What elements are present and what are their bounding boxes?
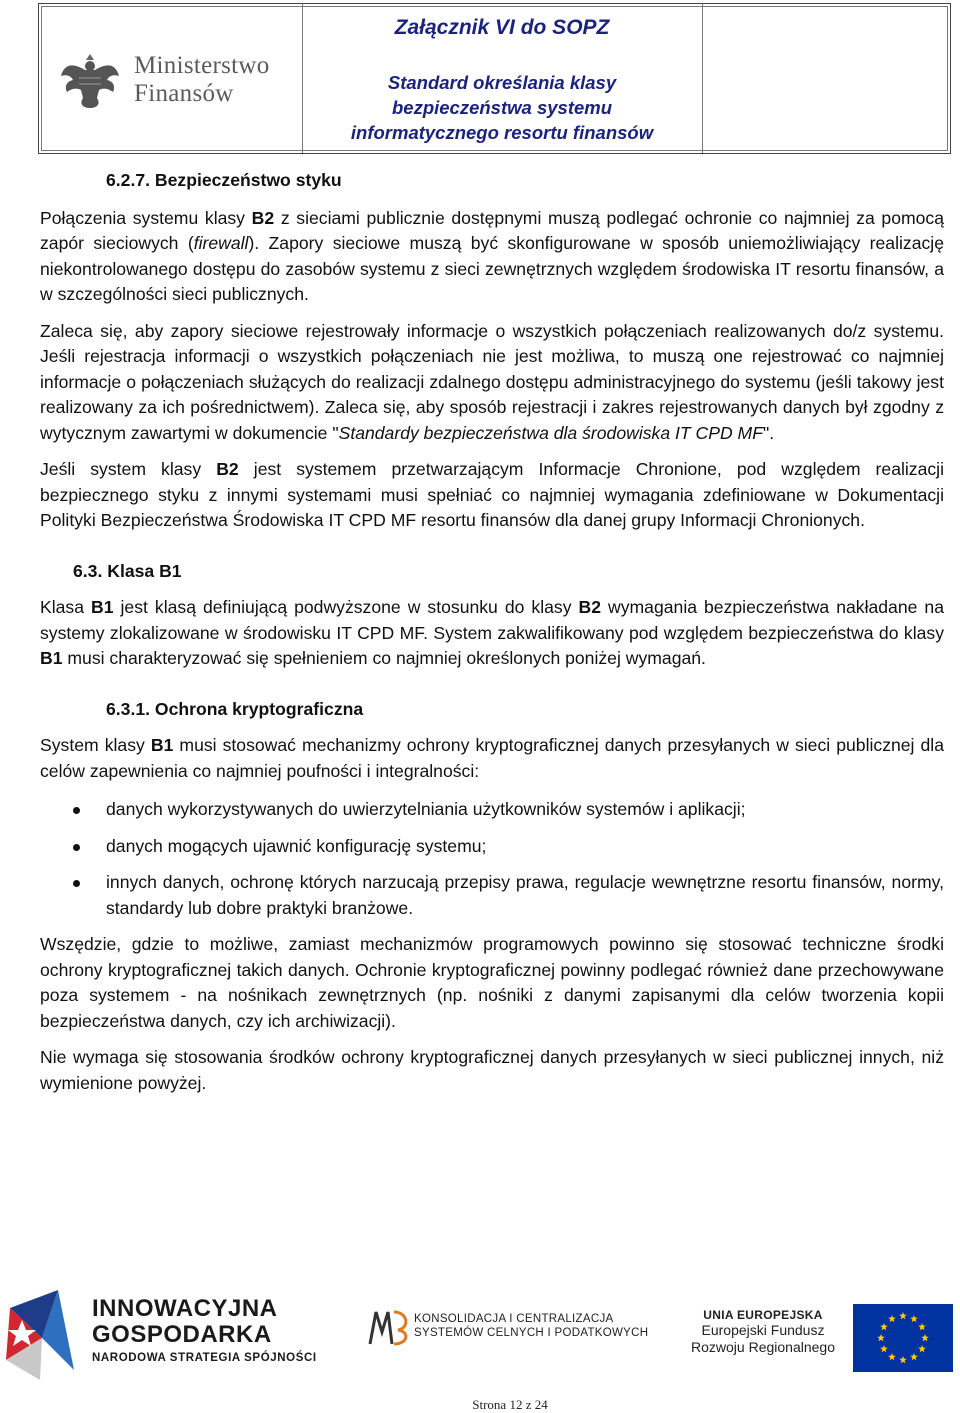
consolidation-logo: KONSOLIDACJA I CENTRALIZACJA SYSTEMÓW CELNYCH I PODATKOWYCH — [368, 1308, 412, 1353]
header-subtitle — [302, 70, 702, 145]
paragraph: Zaleca się, aby zapory sieciowe rejestrowały informacje o wszystkich połączeniach realizowanych do/z systemu. Jeśli rejestracja informacji o wszystkich połączeniach nie jest możliwa, to muszą one rejestrować co najmniej informacje o połączeniach służących do realizacji zdalnego dostępu administracyjnego do systemu (jeśli takowy jest realizowany za ich pośrednictwem). Zaleca się, aby sposób rejestracji i zakres rejestrowanych danych był zgodny z wytycznym zawartymi w dokumencie "Standardy bezpieczeństwa dla środowiska IT CPD MF". — [40, 320, 944, 443]
eu-flag-icon — [853, 1304, 953, 1372]
list-item: danych mogących ujawnić konfigurację systemu; — [40, 834, 944, 860]
bullet-icon — [73, 880, 80, 887]
section-heading-6-2-7: 6.2.7. Bezpieczeństwo styku — [106, 170, 342, 190]
list-item: innych danych, ochronę których narzucają przepisy prawa, regulacje wewnętrzne resortu finansów, normy, standardy lub dobre praktyki branżowe. — [40, 870, 944, 921]
innovative-economy-logo: INNOWACYJNA GOSPODARKA NARODOWA STRATEGIA SPÓJNOŚCI — [92, 1295, 317, 1364]
header-title: Załącznik VI do SOPZ — [394, 16, 610, 39]
ministry-logo — [59, 44, 289, 114]
paragraph: Jeśli system klasy B2 jest systemem przetwarzającym Informacje Chronione, pod względem realizacji bezpiecznego styku z innymi systemami musi spełniać co najmniej wymagania zdefiniowane w Dokumentacji Polityki Bezpieczeństwa Środowiska IT CPD MF resortu finansów dla danej grupy Informacji Chronionych. — [40, 459, 945, 530]
paragraph: Klasa B1 jest klasą definiującą podwyższone w stosunku do klasy B2 wymagania bezpieczeństwa nakładane na systemy zlokalizowane w środowisku IT CPD MF. System zakwalifikowany pod względem bezpieczeństwa do klasy B1 musi charakteryzować się spełnieniem co najmniej określonych poniżej wymagań. — [40, 597, 944, 668]
eu-fund-logo: UNIA EUROPEJSKA Europejski Fundusz Rozwoju Regionalnego — [691, 1308, 835, 1355]
paragraph: Nie wymaga się stosowania środków ochrony kryptograficznej danych przesyłanych w sieci publicznej innych, niż wymienione powyżej. — [40, 1047, 944, 1093]
innovative-economy-star-logo-icon — [0, 1280, 80, 1390]
bullet-list — [40, 797, 944, 921]
header-divider — [702, 4, 703, 153]
document-header — [38, 3, 951, 154]
paragraph: Wszędzie, gdzie to możliwe, zamiast mechanizmów programowych powinno się stosować techniczne środki ochrony kryptograficznej takich danych. Ochronie kryptograficznej powinny podlegać również dane przechowywane poza systemem - na nośnikach zewnętrznych (np. nośniki z danymi zapisanymi dla celów tworzenia kopii bezpieczeństwa danych, czy ich archiwizacji). — [40, 934, 944, 1031]
consolidation-mark-icon — [368, 1308, 412, 1348]
eagle-emblem-icon — [59, 50, 121, 110]
list-item: danych wykorzystywanych do uwierzytelniania użytkowników systemów i aplikacji; — [40, 797, 944, 823]
logo-text-line1: Ministerstwo — [134, 52, 270, 79]
bullet-icon — [73, 807, 80, 814]
section-heading-6-3: 6.3. Klasa B1 — [73, 560, 182, 581]
logo-text-line2: Finansów — [134, 80, 234, 107]
header-subtitle-line2: bezpieczeństwa systemu — [391, 97, 613, 118]
header-subtitle-line1: Standard określania klasy — [387, 72, 617, 93]
page-number: Strona 12 z 24 — [472, 1397, 548, 1412]
header-subtitle-line3: informatycznego resortu finansów — [350, 122, 654, 143]
document-body — [40, 168, 944, 1096]
section-heading-6-3-1: 6.3.1. Ochrona kryptograficzna — [106, 698, 364, 719]
document-footer — [0, 1280, 960, 1411]
bullet-icon — [73, 844, 80, 851]
paragraph: Połączenia systemu klasy B2 z sieciami publicznie dostępnymi muszą podlegać ochronie co najmniej za pomocą zapór sieciowych (firewall). Zapory sieciowe muszą być skonfigurowane w sposób uniemożliwiający realizację niekontrolowanego dostępu do zasobów systemu z sieci zewnętrznych względem środowiska IT resortu finansów, a w szczególności sieci publicznych. — [40, 207, 945, 304]
paragraph: System klasy B1 musi stosować mechanizmy ochrony kryptograficznej danych przesyłanych w sieci publicznej dla celów zapewnienia co najmniej poufności i integralności: — [40, 735, 944, 781]
